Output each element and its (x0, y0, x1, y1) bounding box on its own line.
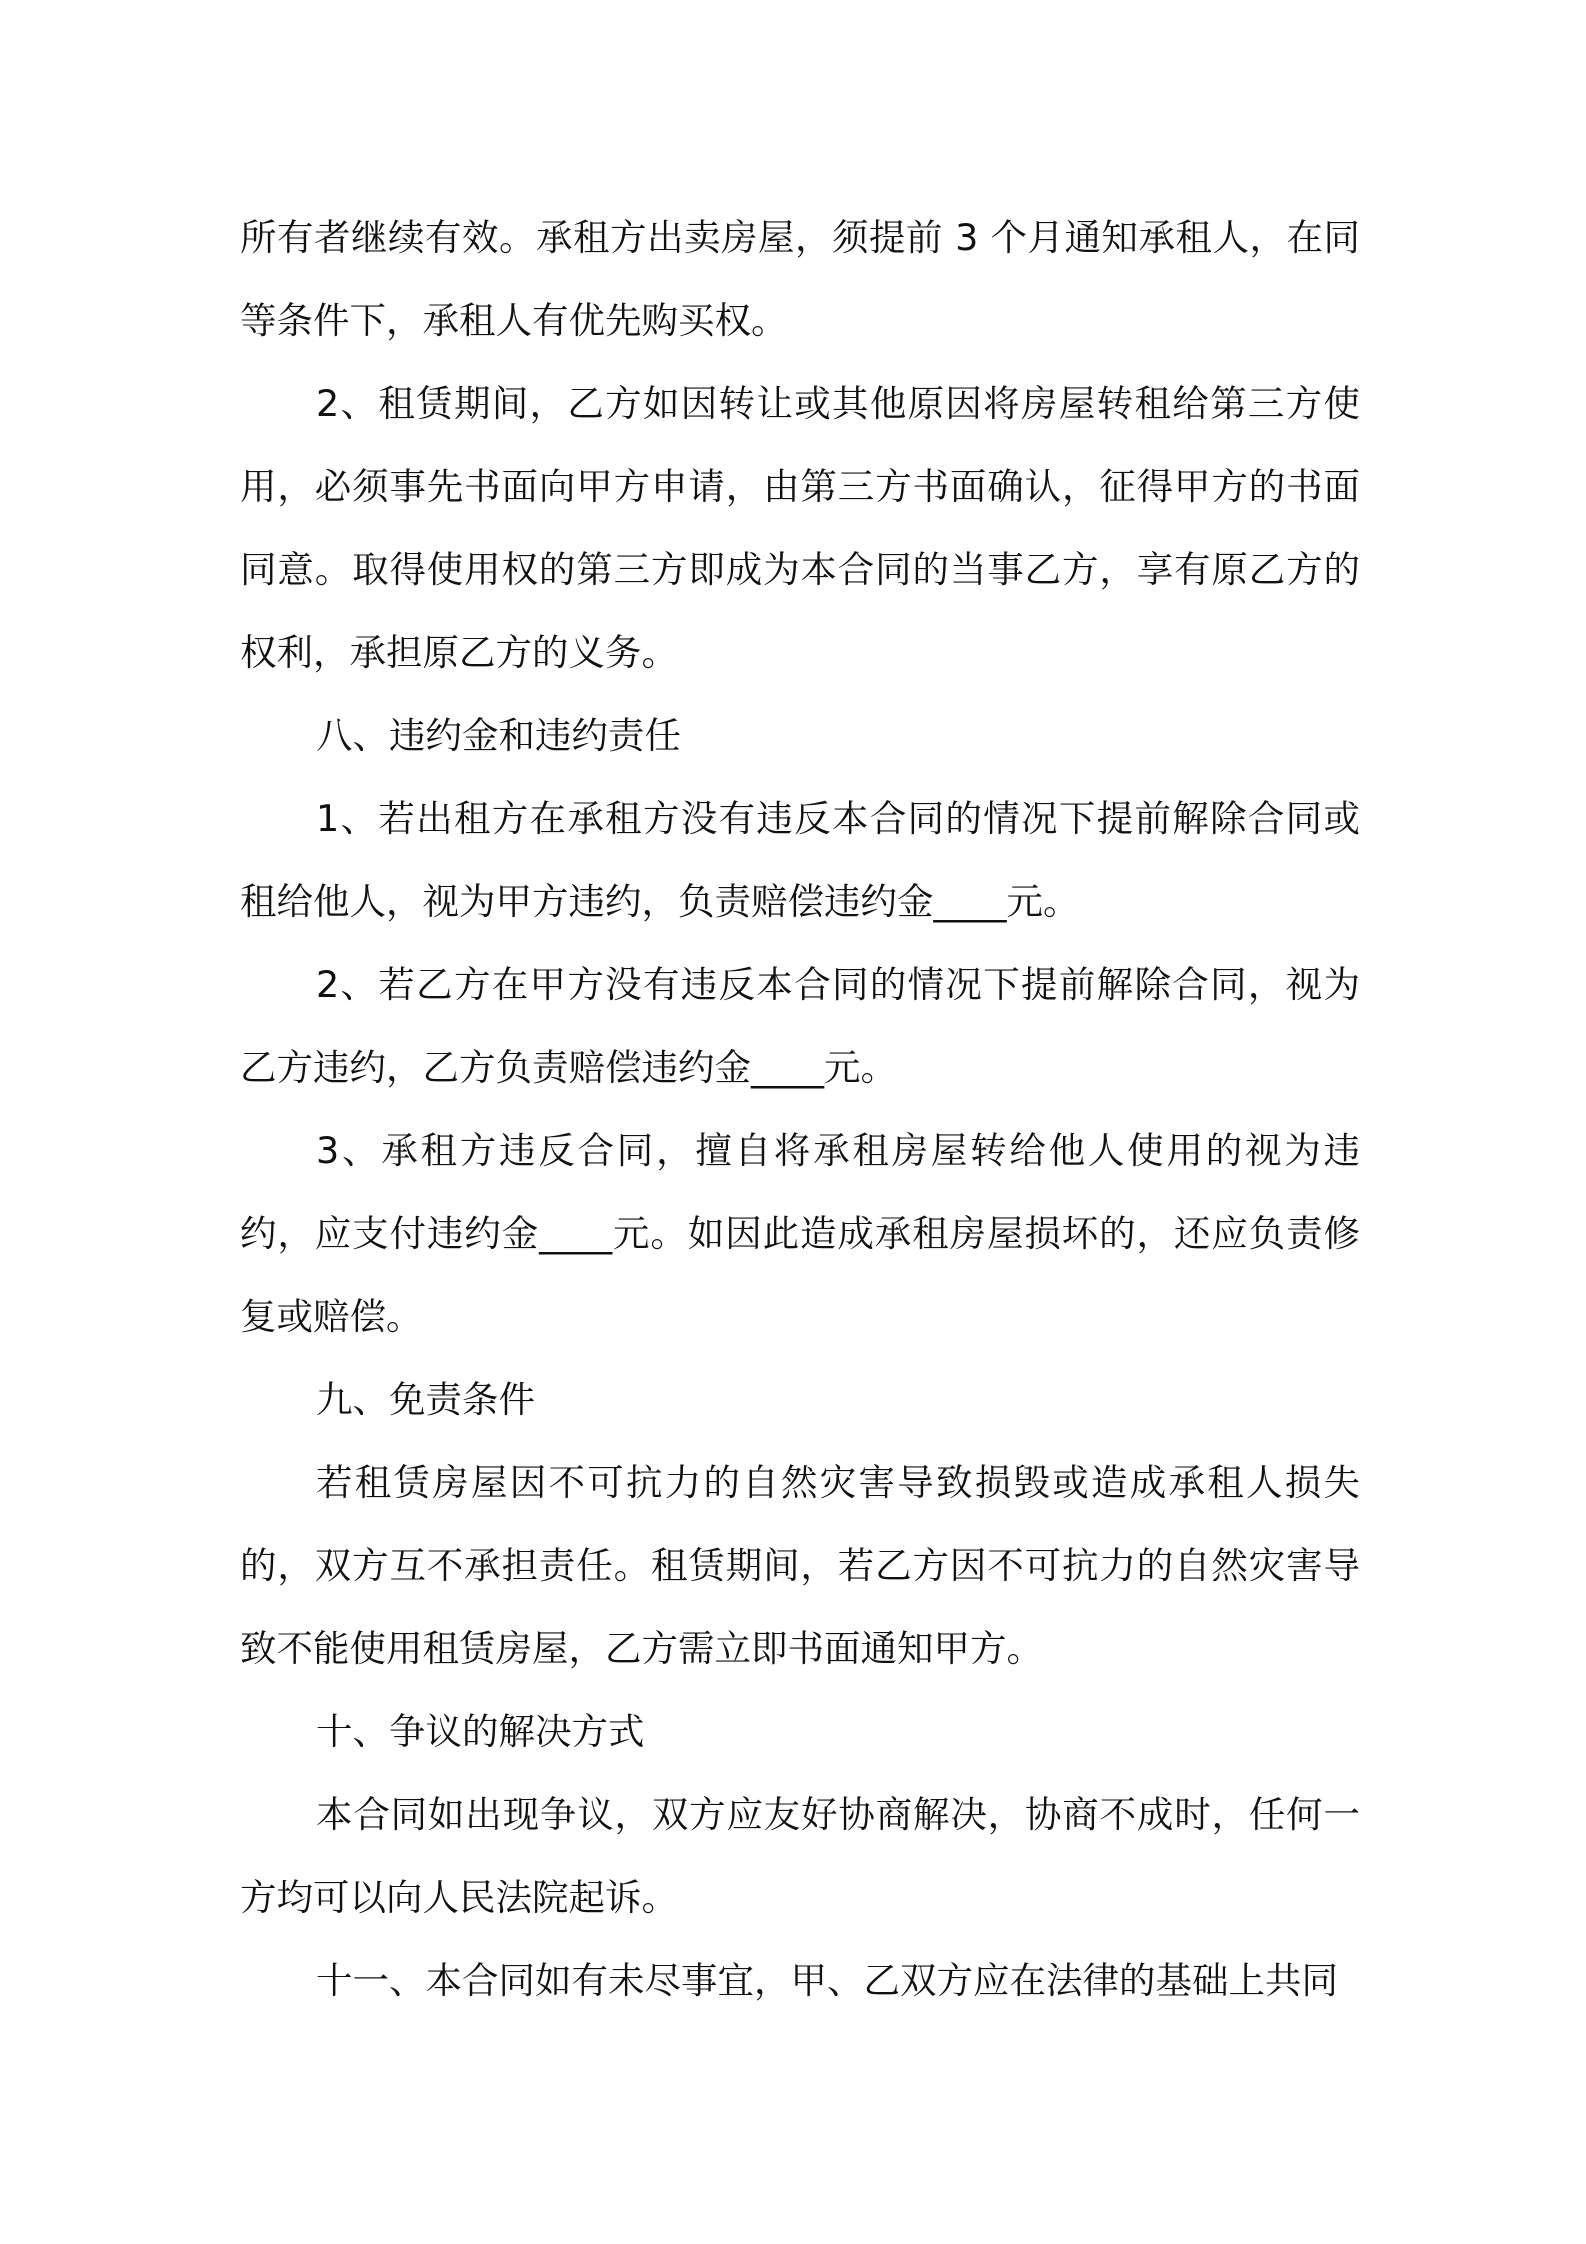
paragraph-section-11: 十一、本合同如有未尽事宜，甲、乙双方应在法律的基础上共同 (316, 1959, 1338, 2002)
paragraph-sublet-clause: 2、租赁期间，乙方如因转让或其他原因将房屋转租给第三方使用，必须事先书面向甲方申请，由第三方书面确认，征得甲方的书面同意。取得使用权的第三方即成为本合同的当事乙方，享有原乙方的权利，承担原乙方的义务。 (240, 382, 1360, 674)
document-body (240, 196, 1360, 2022)
section-heading-10: 十、争议的解决方式 (316, 1710, 645, 1753)
paragraph-force-majeure: 若租赁房屋因不可抗力的自然灾害导致损毁或造成承租人损失的，双方互不承担责任。租赁期间，若乙方因不可抗力的自然灾害导致不能使用租赁房屋，乙方需立即书面通知甲方。 (240, 1461, 1360, 1670)
section-heading-9: 九、免责条件 (316, 1378, 535, 1421)
paragraph-continuation: 所有者继续有效。承租方出卖房屋，须提前 3 个月通知承租人，在同等条件下，承租人有优先购买权。 (240, 216, 1360, 342)
paragraph-unauthorized-transfer: 3、承租方违反合同，擅自将承租房屋转给他人使用的视为违约，应支付违约金____元。如因此造成承租房屋损坏的，还应负责修复或赔偿。 (240, 1129, 1360, 1338)
paragraph-lessor-breach: 1、若出租方在承租方没有违反本合同的情况下提前解除合同或租给他人，视为甲方违约，负责赔偿违约金____元。 (240, 797, 1360, 923)
paragraph-lessee-breach: 2、若乙方在甲方没有违反本合同的情况下提前解除合同，视为乙方违约，乙方负责赔偿违约金____元。 (240, 963, 1360, 1089)
paragraph-dispute-resolution: 本合同如出现争议，双方应友好协商解决，协商不成时，任何一方均可以向人民法院起诉。 (240, 1793, 1360, 1919)
section-heading-8: 八、违约金和违约责任 (316, 714, 681, 757)
